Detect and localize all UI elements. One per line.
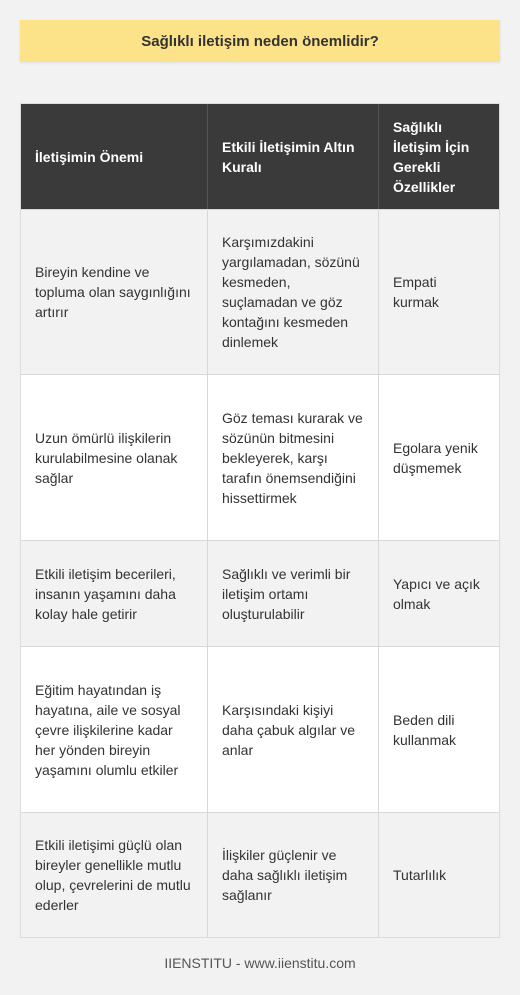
table-cell: Göz teması kurarak ve sözünün bitmesini bekleyerek, karşı tarafın önemsendiğini hissettirmek: [207, 375, 378, 540]
table-cell: İlişkiler güçlenir ve daha sağlıklı iletişim sağlanır: [207, 813, 378, 937]
table-cell: Empati kurmak: [378, 210, 499, 374]
comparison-table: [20, 103, 500, 938]
table-row: [21, 646, 499, 812]
table-cell: Etkili iletişimi güçlü olan bireyler genellikle mutlu olup, çevrelerini de mutlu ederler: [35, 837, 191, 913]
table-cell: Tutarlılık: [378, 813, 499, 937]
table-cell: Etkili iletişim becerileri, insanın yaşamını daha kolay hale getirir: [35, 565, 176, 622]
table-header-row: [21, 104, 499, 209]
table-cell: Karşımızdakini yargılamadan, sözünü kesmeden, suçlamadan ve göz kontağını kesmeden dinlemek: [207, 210, 378, 374]
table-row: [21, 374, 499, 540]
table-cell: Beden dili kullanmak: [378, 647, 499, 812]
page-title: Sağlıklı iletişim neden önemlidir?: [141, 32, 379, 50]
table-row: [21, 812, 499, 937]
table-cell: Bireyin kendine ve topluma olan saygınlığını artırır: [35, 264, 191, 320]
header-cell: Etkili İletişimin Altın Kuralı: [207, 104, 378, 209]
header-cell: Sağlıklı İletişim İçin Gerekli Özellikler: [378, 104, 499, 209]
table-cell: Karşısındaki kişiyi daha çabuk algılar ve anlar: [207, 647, 378, 812]
table-row: [21, 209, 499, 374]
header-cell: İletişimin Önemi: [35, 148, 144, 165]
table-cell: Egolara yenik düşmemek: [378, 375, 499, 540]
table-cell: Sağlıklı ve verimli bir iletişim ortamı oluşturulabilir: [207, 541, 378, 646]
footer-credit: IIENSTITU - www.iienstitu.com: [164, 955, 356, 971]
table-row: [21, 540, 499, 646]
table-cell: Eğitim hayatından iş hayatına, aile ve sosyal çevre ilişkilerine kadar her yönden bireyin yaşamını olumlu etkiler: [35, 681, 181, 778]
title-banner: [20, 20, 500, 62]
table-cell: Yapıcı ve açık olmak: [378, 541, 499, 646]
table-cell: Uzun ömürlü ilişkilerin kurulabilmesine olanak sağlar: [35, 429, 178, 486]
